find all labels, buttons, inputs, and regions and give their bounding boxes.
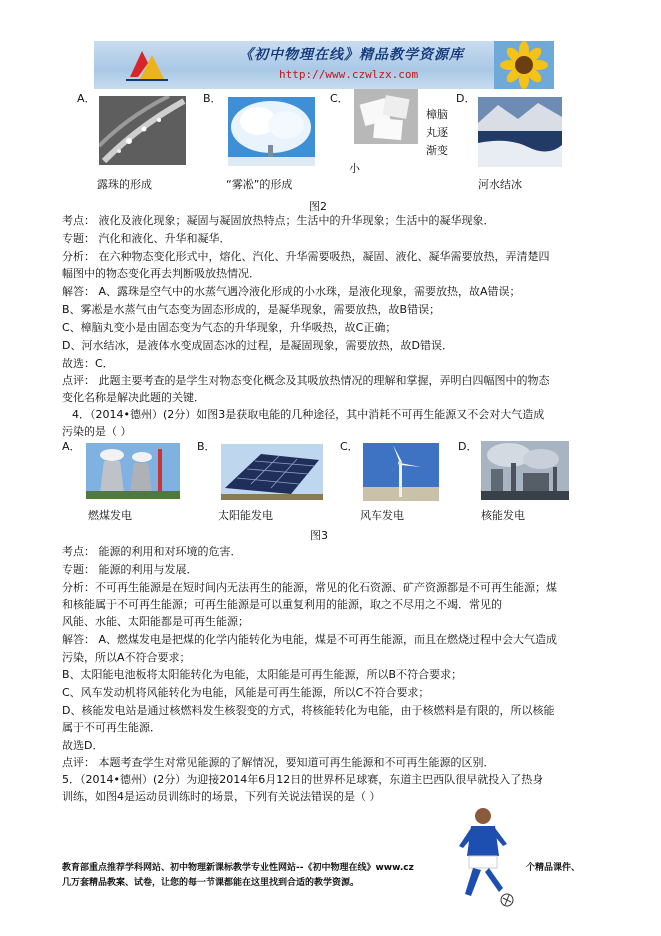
q3-analysis-line: 考点： 液化及液化现象；凝固与凝固放热特点；生活中的升华现象；生活中的凝华现象． bbox=[62, 214, 495, 227]
q4-option-c-caption: 风车发电 bbox=[360, 509, 404, 522]
q3-option-c-letter: C． bbox=[330, 92, 349, 105]
rime-tree-image bbox=[228, 97, 315, 166]
footer-line-1: 教育部重点推荐学科网站、初中物理新课标教学专业性网站--《初中物理在线》www.cz bbox=[62, 863, 414, 873]
q4-option-c-letter: C． bbox=[340, 440, 359, 453]
q3-analysis-line: D、河水结冰，是液体水变成固态冰的过程，是凝固现象，需要放热，故D错误． bbox=[62, 339, 453, 352]
q4-answer: 故选D． bbox=[62, 739, 104, 752]
q4-analysis-line: 专题： 能源的利用与发展． bbox=[62, 563, 198, 576]
q3-analysis-line: 解答： A、露珠是空气中的水蒸气遇冷液化形成的小水珠，是液化现象，需要放热，故A错误； bbox=[62, 285, 521, 298]
banner-title: 《初中物理在线》精品教学资源库 bbox=[239, 47, 464, 63]
figure-2-caption: 图2 bbox=[309, 200, 327, 213]
q4-option-d-letter: D． bbox=[458, 440, 478, 453]
q4-option-a-letter: A． bbox=[62, 440, 81, 453]
nuclear-plant-image bbox=[481, 441, 569, 500]
q3-analysis-line: 专题： 汽化和液化、升华和凝华． bbox=[62, 232, 231, 245]
q3-comment-line: 点评： 此题主要考查的是学生对物态变化概念及其吸放热情况的理解和掌握，弄明白四幅图中的物态 bbox=[62, 374, 550, 387]
header-banner bbox=[94, 41, 554, 89]
q4-analysis-line: 风能、水能、太阳能都是可再生能源； bbox=[62, 615, 249, 628]
camphor-balls-image bbox=[354, 89, 418, 144]
q4-analysis-line: D、核能发电站是通过核燃料发生核裂变的方式，将核能转化为电能，由于核燃料是有限的，所以核能 bbox=[62, 704, 555, 717]
figure-3-caption: 图3 bbox=[310, 529, 328, 542]
q4-option-a-caption: 燃煤发电 bbox=[88, 509, 132, 522]
frozen-river-image bbox=[478, 97, 562, 167]
q3-analysis-line: C、樟脑丸变小是由固态变为气态的升华现象，升华吸热，故C正确； bbox=[62, 321, 397, 334]
q3-option-c-caption-3: 渐变 bbox=[426, 144, 448, 157]
q3-option-a-letter: A． bbox=[77, 92, 96, 105]
q3-comment-line: 变化名称是解决此题的关键． bbox=[62, 391, 205, 404]
q4-stem-line: 污染的是（ ） bbox=[62, 425, 132, 438]
wind-turbine-image bbox=[363, 443, 439, 501]
coal-power-plant-image bbox=[86, 443, 180, 499]
q5-stem-line: 训练，如图4是运动员训练时的场景，下列有关说法错误的是（ ） bbox=[62, 790, 381, 803]
q3-option-c-caption-1: 樟脑 bbox=[426, 108, 448, 121]
q3-analysis-line: 分析： 在六种物态变化形式中，熔化、汽化、升华需要吸热，凝固、液化、凝华需要放热，弄清楚四 bbox=[62, 250, 550, 263]
q3-option-b-letter: B． bbox=[203, 92, 222, 105]
q4-stem-line: 4．（2014•德州）(2分）如图3是获取电能的几种途径，其中消耗不可再生能源又不会对大气造成 bbox=[72, 408, 545, 421]
footer-line-1-tail: 个精品课件、 bbox=[526, 863, 581, 873]
q4-option-d-caption: 核能发电 bbox=[481, 509, 525, 522]
q4-analysis-line: B、太阳能电池板将太阳能转化为电能，太阳能是可再生能源，所以B不符合要求； bbox=[62, 668, 463, 681]
q4-analysis-line: 解答： A、燃煤发电是把煤的化学内能转化为电能，煤是不可再生能源，而且在燃烧过程中会大气造成 bbox=[62, 633, 558, 646]
sunflower-icon bbox=[494, 41, 554, 89]
q3-option-b-caption: “雾凇”的形成 bbox=[226, 178, 293, 191]
q4-analysis-line: C、风车发动机将风能转化为电能，风能是可再生能源，所以C不符合要求； bbox=[62, 686, 430, 699]
footer-line-2: 几万套精品教案、试卷，让您的每一节课都能在这里找到合适的教学资源。 bbox=[62, 878, 360, 888]
q4-option-b-letter: B． bbox=[197, 440, 216, 453]
football-player-image bbox=[447, 802, 519, 909]
q3-option-a-caption: 露珠的形成 bbox=[97, 178, 152, 191]
dew-drops-image bbox=[99, 96, 186, 165]
q4-comment: 点评： 本题考查学生对常见能源的了解情况，要知道可再生能源和不可再生能源的区别． bbox=[62, 756, 495, 769]
q4-analysis-line: 和核能属于不可再生能源；可再生能源是可以重复利用的能源，取之不尽用之不竭．常见的 bbox=[62, 598, 502, 611]
q4-analysis-line: 污染，所以A不符合要求； bbox=[62, 651, 191, 664]
q3-option-d-caption: 河水结冰 bbox=[478, 178, 522, 191]
site-logo-icon bbox=[124, 47, 170, 83]
q3-answer: 故选：C． bbox=[62, 357, 114, 370]
q3-analysis-line: 幅图中的物态变化再去判断吸放热情况． bbox=[62, 267, 260, 280]
q4-option-b-caption: 太阳能发电 bbox=[218, 509, 273, 522]
banner-url[interactable]: http://www.czwlzx.com bbox=[279, 68, 419, 81]
q5-stem-line: 5．（2014•德州）(2分）为迎接2014年6月12日的世界杯足球赛，东道主巴西队很早就投入了热身 bbox=[62, 773, 544, 786]
q3-analysis-line: B、雾凇是水蒸气由气态变为固态形成的，是凝华现象，需要放热，故B错误； bbox=[62, 303, 441, 316]
q4-analysis-line: 分析：不可再生能源是在短时间内无法再生的能源，常见的化石资源、矿产资源都是不可再生能源；煤 bbox=[62, 581, 557, 594]
solar-panels-image bbox=[221, 444, 323, 500]
q3-option-c-caption-2: 丸逐 bbox=[426, 126, 448, 139]
q3-option-d-letter: D． bbox=[456, 92, 476, 105]
q4-analysis-line: 属于不可再生能源． bbox=[62, 721, 161, 734]
q4-analysis-line: 考点： 能源的利用和对环境的危害． bbox=[62, 545, 242, 558]
q3-option-c-caption-4: 小 bbox=[349, 162, 360, 175]
